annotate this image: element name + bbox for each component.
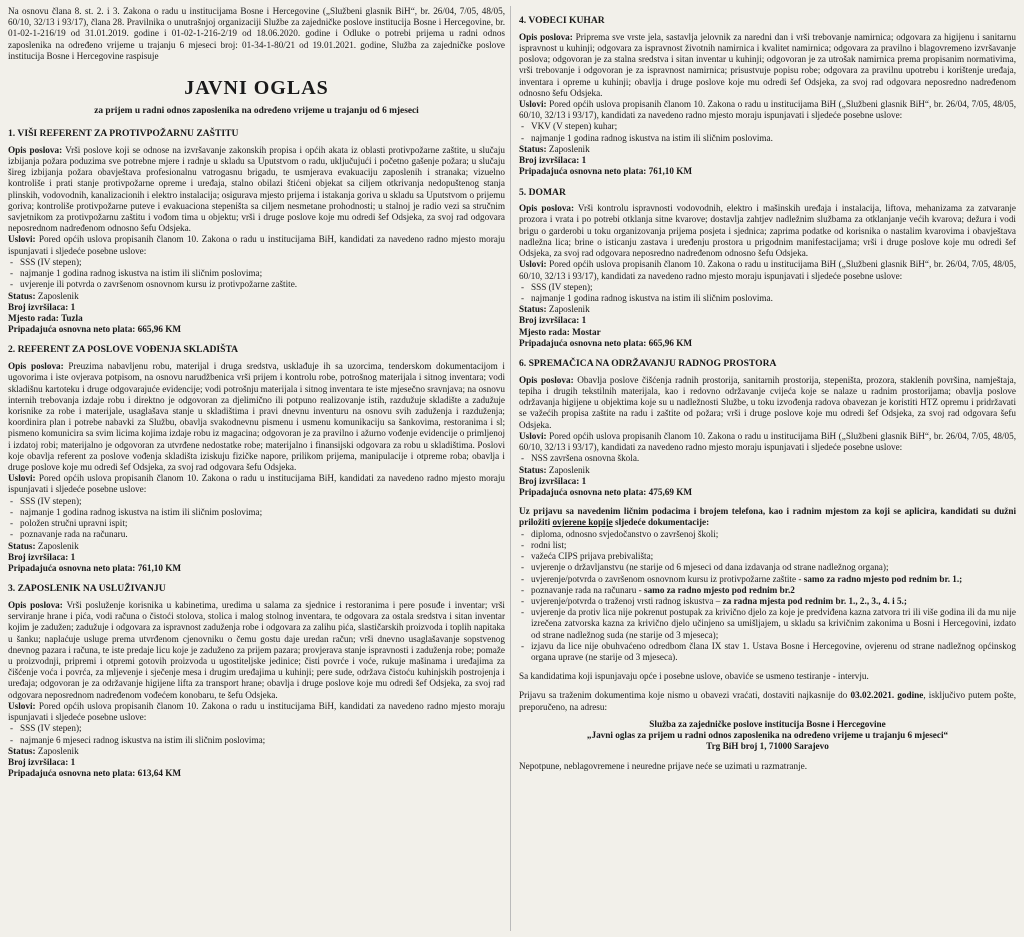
page-title: JAVNI OGLAS <box>184 77 329 100</box>
job-conditions <box>519 431 1016 453</box>
number-of-positions <box>8 552 505 563</box>
status <box>8 291 505 302</box>
net-salary <box>8 563 505 574</box>
requirement-item: - SSS (IV stepen); <box>20 257 505 268</box>
net-salary <box>8 324 505 335</box>
number-of-positions-label: Broj izvršilaca: <box>519 315 580 326</box>
job-description-label: Opis poslova: <box>8 599 63 610</box>
work-location-label: Mjesto rada: <box>8 312 59 323</box>
net-salary-label: Pripadajuća osnovna neto plata: <box>8 324 136 335</box>
document-emphasis: samo za radno mjesto pod rednim br. 1.; <box>803 573 963 584</box>
document-item <box>531 596 1016 607</box>
net-salary <box>519 338 1016 349</box>
position-heading: 6. SPREMAČICA NA ODRŽAVANJU RADNOG PROSTORA <box>519 358 777 370</box>
document-text: uvjerenje da protiv lica nije pokrenut postupak za krivično djelo za koje je predviđena kazna zatvora tri ili više godina ili da mu nije izrečena zatvorska kazna za krivično djelo učinjeno sa umišljajem, u skladu sa krivičnim zakonima u Bosni i Hercegovini, izdato od strane nadležnog suda (ne starije od 3 mjeseca); <box>531 607 1016 640</box>
job-conditions-text: Pored općih uslova propisanih članom 10. Zakona o radu u institucijama BiH („Službeni glasnik BiH“, br. 26/04, 7/05, 48/05, 60/10, 32/13 i 93/17), kandidati za navedeno radno mjesto moraju ispunjavati i sljedeće posebne uslove: <box>519 430 1016 453</box>
number-of-positions-value: 1 <box>581 155 587 166</box>
document-text: poznavanje rada na računaru - <box>531 584 644 595</box>
number-of-positions-value: 1 <box>70 757 76 767</box>
requirements-list <box>519 121 1016 143</box>
application-lead-underline: ovjerene kopije <box>552 517 613 528</box>
job-conditions <box>8 473 505 495</box>
requirement-item: - uvjerenje ili potvrda o završenom osnovnom kursu iz protivpožarne zaštite. <box>20 279 505 290</box>
job-description <box>519 375 1016 431</box>
job-conditions-label: Uslovi: <box>8 473 36 484</box>
document-text: diploma, odnosno svjedočanstvo o završenoj školi; <box>531 528 719 539</box>
status-value: Zaposlenik <box>548 464 590 475</box>
number-of-positions-value: 1 <box>581 475 587 486</box>
status <box>519 465 1016 476</box>
requirements-list <box>8 723 505 745</box>
job-conditions-label: Uslovi: <box>519 430 547 441</box>
requirement-item: - SSS (IV stepen); <box>531 282 1016 293</box>
status-label: Status: <box>8 290 36 301</box>
status-label: Status: <box>8 745 36 756</box>
job-conditions-text: Pored općih uslova propisanih članom 10. Zakona o radu u institucijama BiH („Službeni glasnik BiH“, br. 26/04, 7/05, 48/05, 60/10, 32/13 i 93/17), kandidati za navedeno radno mjesto moraju ispunjavati i sljedeće posebne uslove: <box>519 99 1016 121</box>
job-conditions-text: Pored općih uslova propisanih članom 10. Zakona o radu u institucijama BiH, kandidati za navedeno radno mjesto moraju ispunjavati i sljedeće posebne uslove: <box>8 234 505 256</box>
job-conditions-text: Pored općih uslova propisanih članom 10. Zakona o radu u institucijama BiH, kandidati za navedeno radno mjesto moraju ispunjavati i sljedeće posebne uslove: <box>8 700 505 723</box>
left-column <box>8 6 505 931</box>
status-value: Zaposlenik <box>37 540 79 551</box>
work-location-value: Tuzla <box>61 312 83 323</box>
status-label: Status: <box>519 143 547 154</box>
net-salary-value: 761,10 KM <box>648 166 693 177</box>
status-label: Status: <box>519 304 547 315</box>
job-description-text: Vrši kontrolu ispravnosti vodovodnih, elektro i mašinskih uređaja i instalacija, liftova, mehanizama za zatvaranje prozora i vrata i po potrebi otklanja sitne kvarove; dostavlja zahtjev nadležnim službama za otklanjanje većih kvarova; dežura i vodi brigu o garderobi u toku organizovanja prijema posjeta i sjednica; zaprima podatke od korisnika o nastalim kvarovima i obavještava nadležna lica; brine o isticanju zastava i uređenju prostora u prigodnim manifestacijama; vrši i druge poslove koje mu odredi šef Odsjeka, za svoj rad odgovara neposredno nadređenom odnosno šefu Odsjeka. <box>519 203 1016 259</box>
job-conditions-label: Uslovi: <box>8 234 36 245</box>
net-salary-value: 665,96 KM <box>648 337 693 348</box>
status <box>8 746 505 757</box>
position-section <box>519 358 1016 498</box>
document-text: rodni list; <box>531 539 567 550</box>
job-conditions <box>519 99 1016 121</box>
document-item <box>531 551 1016 562</box>
application-lead-text-end: sljedeće dokumentacije: <box>612 517 710 528</box>
number-of-positions-label: Broj izvršilaca: <box>8 551 69 562</box>
requirement-item: - VKV (V stepen) kuhar; <box>531 121 1016 132</box>
document-item <box>531 562 1016 573</box>
job-description <box>8 145 505 235</box>
requirement-item: - najmanje 1 godina radnog iskustva na istim ili sličnim poslovima. <box>531 293 1016 304</box>
number-of-positions <box>8 757 505 768</box>
number-of-positions-label: Broj izvršilaca: <box>8 301 69 312</box>
job-description-label: Opis poslova: <box>519 203 575 214</box>
job-description-label: Opis poslova: <box>519 374 574 385</box>
number-of-positions-label: Broj izvršilaca: <box>519 155 580 166</box>
page-subtitle: za prijem u radni odnos zaposlenika na određeno vrijeme u trajanju od 6 mjeseci <box>94 106 419 117</box>
document-emphasis: samo za radno mjesto pod rednim br.2 <box>644 584 795 595</box>
requirement-item: - najmanje 1 godina radnog iskustva na istim ili sličnim poslovima; <box>20 507 505 518</box>
work-location <box>8 313 505 324</box>
document-text: izjavu da lice nije obuhvaćeno odredbom člana IX stav 1. Ustava Bosne i Hercegovine, ovjerenu od strane nadležnog općinskog organa uprave (ne starije od 3 mjeseca). <box>531 640 1016 663</box>
status <box>519 304 1016 315</box>
status <box>8 541 505 552</box>
job-description-text: Vrši poslove koji se odnose na izvršavanje zakonskih propisa i općih akata iz oblasti protivpožarne zaštite, u slučaju izbijanja požara poduzima sve potrebne mjere i radnje u skladu sa Uputstvom o radu, uključujući i početno gašenje požara; u slučaju šireg izbijanja požara obavještava profesionalnu vatrogasnu brigadu, te usmjerava evakuaciju zaposlenih i stranaka; vizuelno kontroliše i prati stanje protivpožarne opreme i uređaja, stalno obilazi štićeni objekat sa ciljem otkrivanja nedopuštenog stanja plinskih, vodovodnih, kanalizacionih i elektro instalacija; osigurava mjesto prijema i istakanja goriva u skladu sa Uputstvom o prijemu goriva; kontroliše protivpožarne puteve i evakuaciona stepeništa sa ciljem nesmetane prohodnosti; u stalnoj je radio vezi sa stručnim savjetnikom za protivpožarnu zaštitu i vođom tima u objektu; vrši i druge poslove koje mu odredi šef Odsjeka, za svoj rad odgovara neposrednom nadređenom odnosno šefu Odsjeka. <box>8 144 505 234</box>
document-text: važeća CIPS prijava prebivališta; <box>531 551 654 562</box>
status-value: Zaposlenik <box>548 143 590 154</box>
requirement-item: - NSS završena osnovna škola. <box>531 453 1016 464</box>
position-section <box>519 187 1016 350</box>
job-conditions-label: Uslovi: <box>519 99 547 110</box>
job-conditions <box>519 259 1016 281</box>
number-of-positions-value: 1 <box>70 551 76 562</box>
requirements-list <box>519 453 1016 464</box>
requirement-item: - najmanje 1 godina radnog iskustva na istim ili sličnim poslovima. <box>531 133 1016 144</box>
net-salary-value: 761,10 KM <box>137 563 182 574</box>
intro-paragraph: Na osnovu člana 8. st. 2. i 3. Zakona o radu u institucijama Bosne i Hercegovine („Službeni glasnik BiH“, br. 26/04, 7/05, 48/05, 60/10, 32/13 i 93/17), člana 28. Pravilnika o unutrašnjoj organizaciji Službe za zajedničke poslove institucija Bosne i Hercegovine, br. 01-02-1-216/19 od 31.01.2019. godine i 01-02-1-216-2/19 od 18.06.2020. godine i Odluke o potrebi prijema u radni odnos zaposlenika na određeno vrijeme u trajanju 6 mjeseci broj: 01-34-1-80/21 od 19.01.2021. godine, Služba za zajedničke poslove institucija Bosne i Hercegovine raspisuje <box>8 6 505 61</box>
job-description-text: Preuzima nabavljenu robu, materijal i druga sredstva, usklađuje ih sa uzorcima, tenderskom dokumentacijom i ugovorima i iste ovjerava potpisom, na osnovu narudžbenica vrši prijem i kontrolu robe, potrošnog materijala i sitnog inventara; vodi skladišnu kartoteku i druge odgovarajuće evidencije; vodi potrošnju materijala i sitnog inventara te iste mjesečno sravnjava; na osnovu internih trebovanja izdaje robu i direktno je odgovoran za djelimično ili potpuno realizovanje istih, razdužuje skladište a zadužuje korisnike za robe i materijale, usaglašava stanje u skladištima i pravi dnevnu inventuru na osnovu svih zaduženja i razduženja; koordinira plan i potrebe nabavki za Službu, obavlja svakodnevnu pismenu i usmenu komunikaciju sa šankovima, restoranima i sl; pismeno komunicira sa svim licima kojima izdaje robu iz magacina; odgovoran je za pravilno i ažurno vođenje evidencije o primljenoj i izdatoj robi; materijalno je odgovoran za utvrđene nedostatke robe; materijalno i finansijski odgovara za robu u skladištima. Poslovi koje obavlja referent za poslove vođenja skladišta iziskuju fizičke napore, prilikom prijema, manipulacije i otpreme roba; obavlja i druge poslove koje mu odredi šef Odsjeka, za svoj rad odgovara šefu Odsjeka. <box>8 361 505 473</box>
document-item <box>531 607 1016 641</box>
net-salary-value: 475,69 KM <box>648 486 693 497</box>
job-conditions-label: Uslovi: <box>8 700 36 711</box>
document-text: uvjerenje o državljanstvu (ne starije od 6 mjeseci od dana izdavanja od strane nadležnog organa); <box>531 562 889 573</box>
testing-note: Sa kandidatima koji ispunjavaju opće i posebne uslove, obaviće se usmeno testiranje - intervju. <box>519 671 869 682</box>
job-conditions-label: Uslovi: <box>519 259 547 270</box>
net-salary-value: 665,96 KM <box>137 324 182 335</box>
net-salary-value: 613,64 KM <box>137 768 182 779</box>
number-of-positions-label: Broj izvršilaca: <box>519 475 580 486</box>
application-lead <box>519 506 1016 528</box>
job-description <box>8 600 505 701</box>
requirement-item: - SSS (IV stepen); <box>20 496 505 507</box>
position-heading: 2. REFERENT ZA POSLOVE VOĐENJA SKLADIŠTA <box>8 344 239 356</box>
job-description-text: Priprema sve vrste jela, sastavlja jelovnik za naredni dan i vrši trebovanje namirnica; odgovara za higijenu i sanitarnu ispravnost u kuhinji; odgovara za ispravnost životnih namirnica i kvalitet namirnica; odgovara za pravilno i blagovremeno izvršavanje poslova; odgovoran je za stalna sredstva i sitan inventar u kuhinji; odgovoran je za utrošak namirnica prema propisanim normativima, vrši trebovanje i odgovoran je za ispravnost namirnica; prisustvuje popisu robe; odgovara za pravilnu upotrebu i korištenje uređaja, inventara i opreme u kuhinji; obavlja i druge poslove koje mu odredi šef Odsjeka, za svoj rad odgovara neposredno nadređenom odnosno šefu Odsjeka. <box>519 31 1016 98</box>
deadline-text: Prijavu sa traženim dokumentima koje nismo u obavezi vraćati, dostaviti najkasnije do <box>519 690 851 701</box>
document-text: uvjerenje/potvrda o traženoj vrsti radnog iskustva – <box>531 595 723 606</box>
net-salary-label: Pripadajuća osnovna neto plata: <box>8 768 136 779</box>
requirements-list <box>8 257 505 291</box>
job-conditions-text: Pored općih uslova propisanih članom 10. Zakona o radu u institucijama BiH, kandidati za navedeno radno mjesto moraju ispunjavati i sljedeće posebne uslove: <box>8 473 505 495</box>
document-item <box>531 641 1016 663</box>
address-line-3: Trg BiH broj 1, 71000 Sarajevo <box>706 741 829 752</box>
number-of-positions <box>519 315 1016 326</box>
net-salary-label: Pripadajuća osnovna neto plata: <box>8 563 136 574</box>
right-column <box>519 6 1016 931</box>
application-lead-text: Uz prijavu sa navedenim ličnim podacima i brojem telefona, kao i radnim mjestom za koji se aplicira, kandidati su dužni priložiti <box>519 506 1016 528</box>
deadline-text-end: , isključivo putem pošte, preporučeno, na adresu: <box>519 690 1016 712</box>
work-location-label: Mjesto rada: <box>519 326 570 337</box>
status-label: Status: <box>8 540 36 551</box>
job-conditions <box>8 234 505 256</box>
position-section <box>8 344 505 574</box>
net-salary <box>519 166 1016 177</box>
net-salary-label: Pripadajuća osnovna neto plata: <box>519 337 647 348</box>
requirements-list <box>8 496 505 541</box>
document-item <box>531 540 1016 551</box>
job-conditions <box>8 701 505 723</box>
document-item <box>531 574 1016 585</box>
requirement-item: - poznavanje rada na računaru. <box>20 529 505 540</box>
job-conditions-text: Pored općih uslova propisanih članom 10. Zakona o radu u institucijama BiH („Službeni glasnik BiH“, br. 26/04, 7/05, 48/05, 60/10, 32/13 i 93/17), kandidati za navedeno radno mjesto moraju ispunjavati i sljedeće posebne uslove: <box>519 259 1016 281</box>
position-section <box>8 128 505 335</box>
number-of-positions <box>519 476 1016 487</box>
required-documents-list <box>519 529 1016 664</box>
requirement-item: - SSS (IV stepen); <box>20 723 505 734</box>
deadline-date: 03.02.2021. godine <box>850 690 924 701</box>
requirement-item: - najmanje 1 godina radnog iskustva na istim ili sličnim poslovima; <box>20 268 505 279</box>
work-location <box>519 327 1016 338</box>
status <box>519 144 1016 155</box>
mailing-address <box>519 719 1016 753</box>
job-description-label: Opis poslova: <box>519 31 573 42</box>
requirement-item: - najmanje 6 mjeseci radnog iskustva na istim ili sličnim poslovima; <box>20 735 505 746</box>
address-line-2: „Javni oglas za prijem u radni odnos zaposlenika na određeno vrijeme u trajanju 6 mjeseci“ <box>586 730 949 741</box>
status-value: Zaposlenik <box>37 745 79 756</box>
number-of-positions-value: 1 <box>70 301 76 312</box>
document-emphasis: za radna mjesta pod rednim br. 1., 2., 3., 4. i 5.; <box>722 595 907 606</box>
number-of-positions <box>519 155 1016 166</box>
requirements-list <box>519 282 1016 304</box>
status-value: Zaposlenik <box>37 290 79 301</box>
net-salary-label: Pripadajuća osnovna neto plata: <box>519 166 647 177</box>
net-salary <box>8 768 505 779</box>
job-description <box>519 203 1016 259</box>
job-description-label: Opis poslova: <box>8 361 64 372</box>
job-description <box>8 361 505 473</box>
number-of-positions-value: 1 <box>581 315 587 326</box>
position-heading: 4. VOĐECI KUHAR <box>519 15 605 26</box>
net-salary-label: Pripadajuća osnovna neto plata: <box>519 486 647 497</box>
address-line-1: Služba za zajedničke poslove institucija Bosne i Hercegovine <box>649 718 886 729</box>
net-salary <box>519 487 1016 498</box>
job-description <box>519 32 1016 99</box>
status-label: Status: <box>519 464 547 475</box>
position-heading: 1. VIŠI REFERENT ZA PROTIVPOŽARNU ZAŠTITU <box>8 127 239 139</box>
number-of-positions <box>8 302 505 313</box>
position-section <box>8 583 505 779</box>
document-item <box>531 529 1016 540</box>
requirement-item: - položen stručni upravni ispit; <box>20 518 505 529</box>
job-description-text: Obavlja poslove čišćenja radnih prostorija, sanitarnih prostorija, stepeništa, prozora, staklenih površina, namještaja, tepiha i drugih tekstilnih materijala, kao i redovno održavanje cvijeća koje se nalaze u radnim prostorijama; obavlja poslove održavanja higijene u objektima koje su u nadležnosti Službe, u toku izvođenja radova obavezan je koristiti HTZ opremu i pridržavati se važećih propisa zaštite na radu i zaštite od požara; vrši i druge poslove koje mu odredi šef Odsjeka, za svoj rad odgovara šefu Odsjeka. <box>519 374 1016 430</box>
position-section <box>519 15 1016 178</box>
work-location-value: Mostar <box>572 326 601 337</box>
document-text: uvjerenje/potvrda o završenom osnovnom kursu iz protivpožarne zaštite - <box>531 573 804 584</box>
position-heading: 5. DOMAR <box>519 186 566 198</box>
column-divider <box>510 6 511 931</box>
number-of-positions-label: Broj izvršilaca: <box>8 757 69 767</box>
position-heading: 3. ZAPOSLENIK NA USLUŽIVANJU <box>8 583 166 595</box>
status-value: Zaposlenik <box>548 304 590 315</box>
document-item <box>531 585 1016 596</box>
closing-note: Nepotpune, neblagovremene i neuredne prijave neće se uzimati u razmatranje. <box>519 760 807 771</box>
job-description-text: Vrši posluženje korisnika u kabinetima, uredima u salama za sjednice i restoranima i pere posuđe i inventar; vrši serviranje hrane i pića, vodi računa o čistoći stolova, stolica i malog stolnog inventara, te odgovara za ostala sredstva i sitan inventar kojim je zadužen; zadužuje i odgovara za ispravnost zaduženja robe i odgovara za zalihu pića, slastičarskih proizvoda i toplih napitaka u šanku; naplaćuje usluge prema utvrđenom cjenovniku o čemu gostu daje uredan račun; vrši dnevno usaglašavanje sopstvenog dnevnog pazara i računa, te iste predaje licu koje je zaduženo za prijem pazara; provjerava stanje ispravnosti i zaduženja robe; pomaže u proizvodnji, pripremi i otpremi gotovih proizvoda u ugostiteljske jedinice; čisti povrće i voće, rukuje mašinama i uređajima za čišćenje voća i povrća, za mljevenje i sječenje mesa i drugim uređajima u kuhinji; pere sude, održava čistoću kuhinjskih postrojenja i uređaja; odgovoran je za održavanje higijene lifta za transport hrane; obavlja i druge poslove koje mu odredi šef Odsjeka, za svoj rad odgovara neposrednom nadređenom vođećem konobaru, te šefu Odsjeka. <box>8 599 505 700</box>
deadline-note <box>519 690 1016 712</box>
job-description-label: Opis poslova: <box>8 144 63 155</box>
